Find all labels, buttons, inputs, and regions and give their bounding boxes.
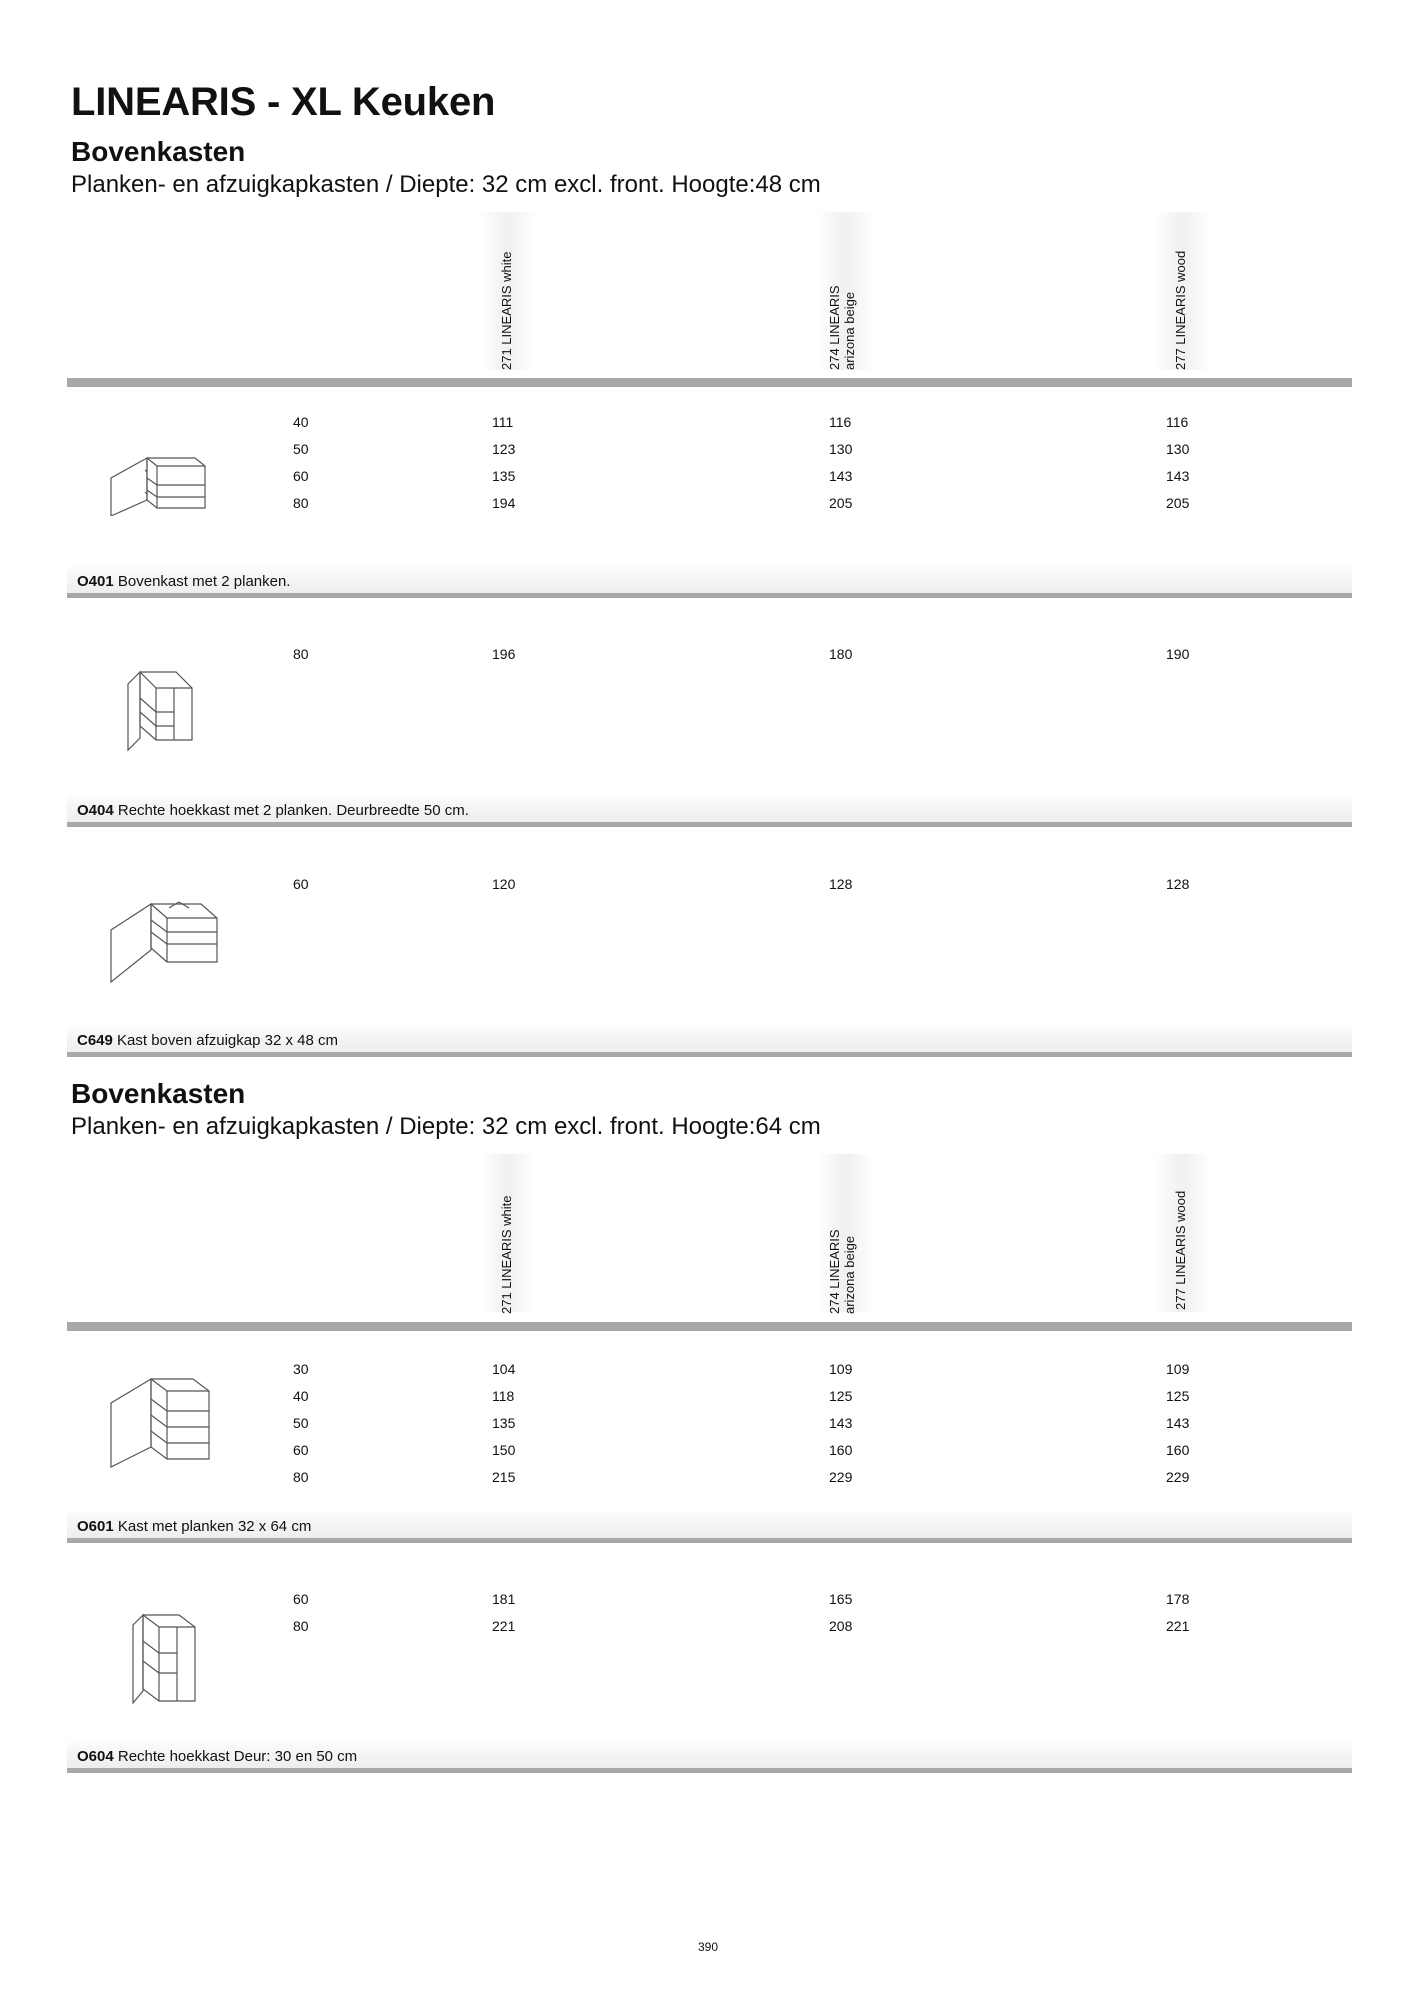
table-row: 40 111 116 116 [293,414,1189,430]
column-header-beige: 274 LINEARIS arizona beige [827,1229,857,1314]
product-o601 [67,1361,1352,1501]
table-row: 80 194 205 205 [293,495,1190,511]
product-caption-bar [67,1509,1352,1543]
column-header-wood: 277 LINEARIS wood [1173,1190,1188,1310]
table-row: 60 150 160 160 [293,1442,1190,1458]
column-header-beige: 274 LINEARIS arizona beige [827,285,857,370]
corner-cabinet-icon [122,668,202,752]
table-row: 50 123 130 130 [293,441,1190,457]
table-row: 50 135 143 143 [293,1415,1190,1431]
product-caption-bar [67,1739,1352,1773]
section-title: Bovenkasten [71,136,246,167]
product-o604 [67,1591,1352,1731]
table-row: 80 215 229 229 [293,1469,1190,1485]
table-row: 30 104 109 109 [293,1361,1190,1377]
product-caption-bar [67,793,1352,827]
product-caption: O404 Rechte hoekkast met 2 planken. Deurbreedte 50 cm. [77,802,469,819]
product-caption: O401 Bovenkast met 2 planken. [77,573,291,590]
column-header-white: 271 LINEARIS white [499,1195,514,1314]
section-subtitle: Planken- en afzuigkapkasten / Diepte: 32 cm excl. front. Hoogte:48 cm [71,171,821,198]
table-row: 40 118 125 125 [293,1388,1190,1404]
page-number: 390 [698,1940,719,1954]
column-header-wood: 277 LINEARIS wood [1173,250,1188,370]
section-subtitle: Planken- en afzuigkapkasten / Diepte: 32 cm excl. front. Hoogte:64 cm [71,1113,821,1140]
table-row: 60 181 165 178 [293,1591,1190,1607]
header-rule [67,378,1352,387]
page-title: LINEARIS - XL Keuken [71,80,496,124]
product-caption: O604 Rechte hoekkast Deur: 30 en 50 cm [77,1748,358,1765]
product-caption-bar [67,564,1352,598]
header-rule [67,1322,1352,1331]
table-row: 60 135 143 143 [293,468,1190,484]
hood-cabinet-icon [105,898,221,984]
product-o401 [67,414,1352,559]
product-c649 [67,876,1352,1016]
section-title: Bovenkasten [71,1078,246,1109]
table-row: 80 221 208 221 [293,1618,1190,1634]
product-o404 [67,646,1352,786]
table-row: 60 120 128 128 [293,876,1190,892]
product-caption: C649 Kast boven afzuigkap 32 x 48 cm [77,1032,338,1049]
table-row: 80 196 180 190 [293,646,1190,662]
column-header-white: 271 LINEARIS white [499,251,514,370]
product-caption-bar [67,1023,1352,1057]
product-caption: O601 Kast met planken 32 x 64 cm [77,1518,312,1535]
